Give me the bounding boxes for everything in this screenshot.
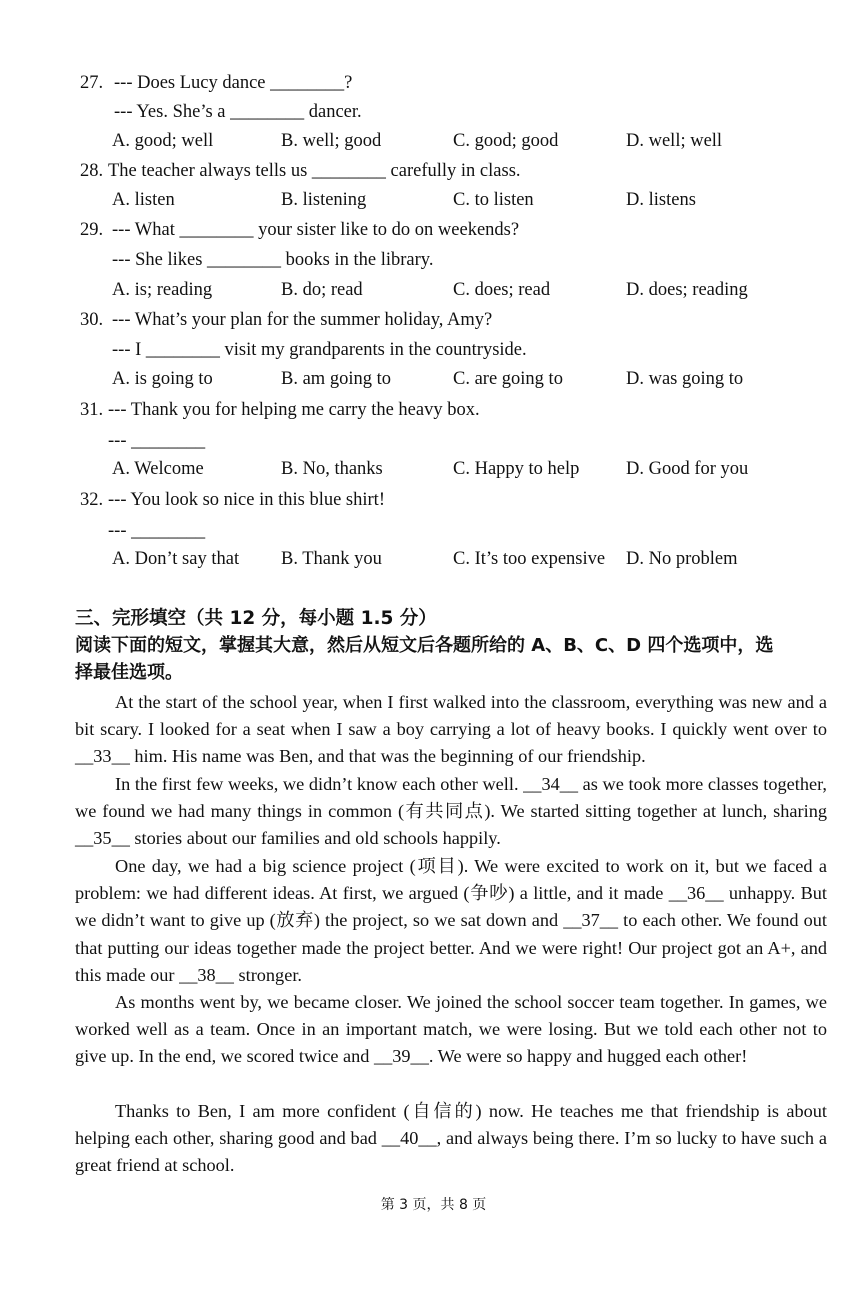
question-line: --- She likes ________ books in the library. [112, 250, 434, 270]
passage-paragraph-2: In the first few weeks, we didn’t know each other well. __34__ as we took more classes together, we found we had many things in common (有共同点). We started sitting together at lunch, sharing __35__ stories about our families and old schools happily. [75, 774, 827, 849]
option-d: D. does; reading [626, 280, 748, 300]
question-number: 28. [80, 161, 104, 181]
option-b: B. do; read [281, 280, 363, 300]
passage-paragraph-4: As months went by, we became closer. We joined the school soccer team together. In games, we worked well as a team. Once in an important match, we were losing. But we told each other not to give up. In the end, we scored twice and __39__. We were so happy and hugged each other! [75, 992, 827, 1067]
question-line: --- Thank you for helping me carry the heavy box. [108, 400, 480, 420]
option-b: B. well; good [281, 131, 382, 151]
question-number: 27. [80, 73, 104, 93]
option-c: C. good; good [453, 131, 559, 151]
question-line: --- What ________ your sister like to do on weekends? [112, 220, 520, 240]
option-a: A. good; well [112, 131, 214, 151]
question-line: --- I ________ visit my grandparents in the countryside. [112, 340, 527, 360]
passage-paragraph-3: One day, we had a big science project (项目). We were excited to work on it, but we faced a problem: we had different ideas. At first, we argued (争吵) a little, and it made __36__ unhappy. But we didn’t want to give up (放弃) the project, so we sat down and __37__ to each other. We found out that putting our ideas together made the project better. And we were right! Our project got an A+, and this made our __38__ stronger. [75, 856, 827, 985]
passage-paragraph-5: Thanks to Ben, I am more confident (自信的) now. He teaches me that friendship is about helping each other, sharing good and bad __40__, and always being there. I’m so lucky to have such a great friend at school. [75, 1101, 827, 1176]
passage-paragraph-1: At the start of the school year, when I first walked into the classroom, everything was new and a bit scary. I looked for a seat when I saw a boy carrying a lot of heavy books. I quickly went over to __33__ him. His name was Ben, and that was the beginning of our friendship. [75, 692, 827, 767]
option-c: C. does; read [453, 280, 551, 300]
option-d: D. listens [626, 190, 696, 210]
option-a: A. Welcome [112, 459, 204, 479]
option-c: C. It’s too expensive [453, 549, 606, 569]
question-line: --- Yes. She’s a ________ dancer. [114, 102, 362, 122]
question-line: --- You look so nice in this blue shirt! [108, 490, 385, 510]
option-a: A. listen [112, 190, 175, 210]
option-b: B. am going to [281, 369, 391, 389]
section-instruction-cont: 择最佳选项。 [75, 662, 183, 683]
option-a: A. is going to [112, 369, 213, 389]
option-a: A. is; reading [112, 280, 213, 300]
question-line: --- Does Lucy dance ________? [114, 73, 353, 93]
option-b: B. No, thanks [281, 459, 383, 479]
question-number: 29. [80, 220, 104, 240]
section-instruction: 阅读下面的短文，掌握其大意，然后从短文后各题所给的 A、B、C、D 四个选项中，选 [75, 635, 774, 656]
option-d: D. was going to [626, 369, 744, 389]
question-line: The teacher always tells us ________ carefully in class. [108, 161, 521, 181]
option-d: D. No problem [626, 549, 738, 569]
section-title: 三、完形填空（共 12 分，每小题 1.5 分） [75, 608, 437, 629]
option-d: D. Good for you [626, 459, 749, 479]
option-d: D. well; well [626, 131, 723, 151]
option-a: A. Don’t say that [112, 549, 240, 569]
option-b: B. Thank you [281, 549, 382, 569]
question-line: --- ________ [108, 431, 206, 451]
question-line: --- ________ [108, 521, 206, 541]
question-number: 30. [80, 310, 104, 330]
question-number: 31. [80, 400, 104, 420]
option-c: C. are going to [453, 369, 563, 389]
page-footer: 第 3 页，共 8 页 [380, 1197, 487, 1213]
question-number: 32. [80, 490, 104, 510]
option-c: C. Happy to help [453, 459, 580, 479]
option-b: B. listening [281, 190, 367, 210]
question-line: --- What’s your plan for the summer holiday, Amy? [112, 310, 493, 330]
option-c: C. to listen [453, 190, 534, 210]
